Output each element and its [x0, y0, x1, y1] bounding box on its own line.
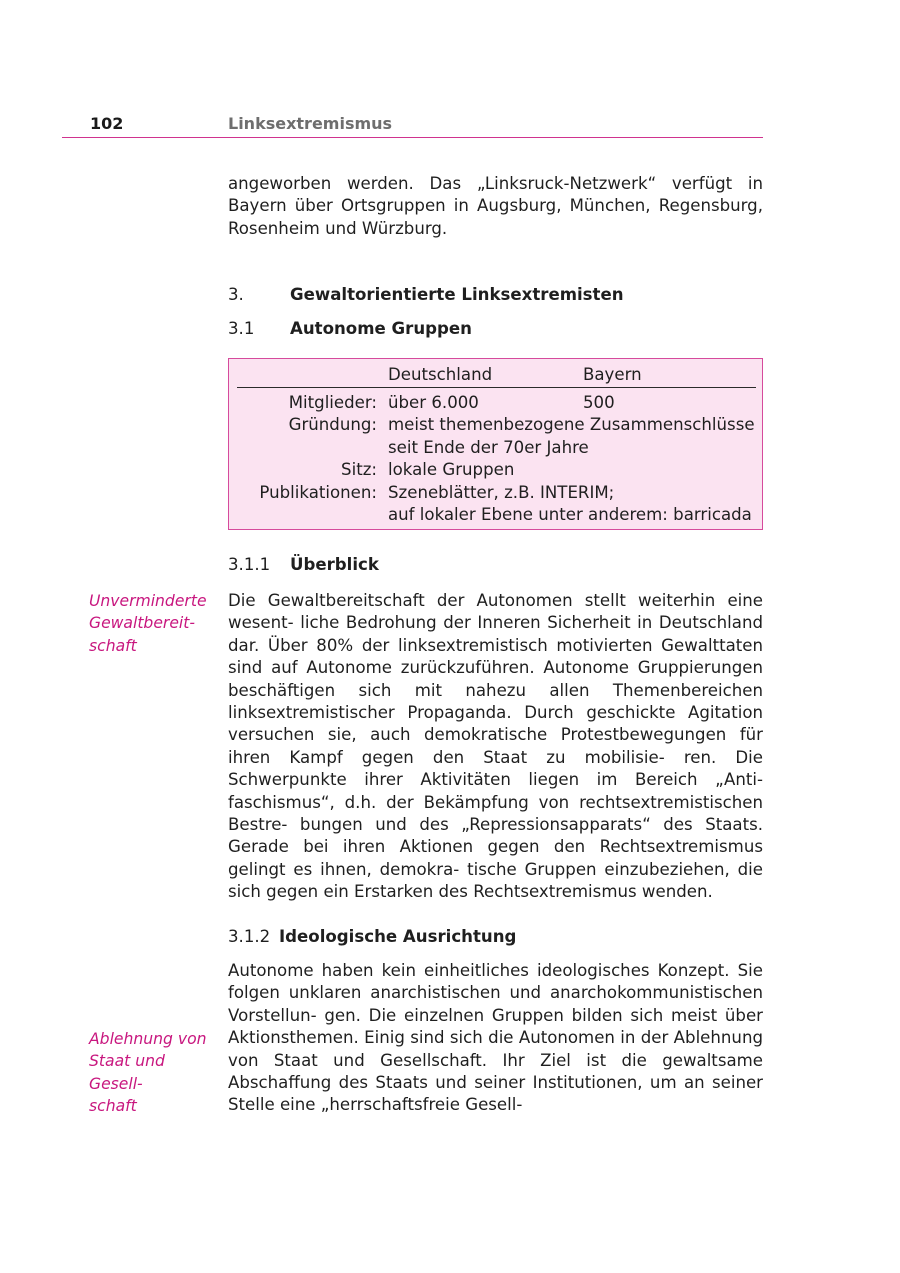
running-title: Linksextremismus — [228, 114, 393, 133]
margin-line: Gewaltbereit- — [89, 614, 196, 633]
row-label-founding: Gründung: — [288, 415, 377, 434]
margin-line: Staat und Gesell- — [89, 1052, 165, 1093]
section-title: Ideologische Ausrichtung — [279, 927, 517, 946]
section-title: Autonome Gruppen — [290, 319, 472, 338]
text-line: gen. Die einzelnen Gruppen bilden sich meist über Aktionsthemen. — [228, 1005, 763, 1048]
column-header-germany: Deutschland — [388, 365, 493, 384]
intro-paragraph — [228, 173, 763, 240]
overview-text — [228, 590, 763, 904]
section-number: 3.1.1 — [228, 555, 271, 574]
section-3-1-1-heading — [228, 555, 379, 574]
margin-line: schaft — [89, 1097, 137, 1116]
section-title: Gewaltorientierte Linksextremisten — [290, 285, 624, 304]
text-line: Durch geschickte Agitation versuchen sie, auch demokratische — [228, 703, 763, 745]
intro-text — [228, 173, 763, 240]
text-line: und Würzburg. — [325, 218, 448, 238]
members-bavaria: 500 — [583, 393, 615, 412]
text-line: Aktionen gegen den Rechtsextremismus gelingt es ihnen, demokra- — [228, 837, 764, 879]
section-number: 3.1 — [228, 319, 255, 338]
margin-note-violence — [89, 590, 219, 657]
text-line: Die Gewaltbereitschaft der Autonomen stellt weiterhin eine wesent- — [228, 591, 763, 633]
fact-box — [228, 358, 763, 530]
section-3-1-heading — [228, 319, 472, 338]
founding-line: seit Ende der 70er Jahre — [388, 438, 589, 457]
text-line: bungen und des „Repressionsapparats“ des Staats. Gerade bei ihren — [228, 815, 763, 857]
text-line: unklaren anarchistischen und anarchokommunistischen Vorstellun- — [228, 983, 763, 1025]
text-line: angeworben werden. Das „Linksruck-Netzwerk“ verfügt in Bayern — [228, 174, 763, 216]
margin-line: Unverminderte — [89, 592, 207, 610]
text-line: Einig sind sich die Autonomen in der Ablehnung von Staat und — [228, 1028, 763, 1070]
publications-line: auf lokaler Ebene unter anderem: barricada — [388, 505, 752, 524]
text-line: ren. Die Schwerpunkte ihrer Aktivitäten liegen im Bereich „Anti- — [228, 747, 763, 790]
text-line: Gesellschaft. Ihr Ziel ist die gewaltsame Abschaffung des Staats und — [228, 1050, 764, 1093]
margin-line: schaft — [89, 636, 137, 655]
margin-note-rejection — [89, 1028, 219, 1118]
row-label-publications: Publikationen: — [259, 483, 377, 502]
text-line: zurückzuführen. Autonome Gruppierungen beschäftigen sich mit — [228, 658, 763, 700]
overview-paragraph — [228, 590, 763, 904]
text-line: nahezu allen Themenbereichen linksextremistischer Propaganda. — [228, 680, 763, 723]
page-number: 102 — [90, 114, 124, 133]
ideology-paragraph — [228, 960, 763, 1117]
text-line: der linksextremistisch motivierten Gewalttaten sind auf Autonome — [228, 635, 763, 678]
seat-value: lokale Gruppen — [388, 460, 515, 479]
founding-line: meist themenbezogene Zusammenschlüsse — [388, 415, 755, 434]
text-line: über Ortsgruppen in Augsburg, München, Regensburg, Rosenheim — [228, 196, 763, 238]
text-line: faschismus“, d.h. der Bekämpfung von rechtsextremistischen Bestre- — [228, 792, 763, 835]
margin-line: Ablehnung von — [89, 1030, 207, 1048]
publications-line: Szeneblätter, z.B. INTERIM; — [388, 483, 615, 502]
row-label-seat: Sitz: — [341, 460, 377, 479]
header-rule — [62, 137, 763, 138]
text-line: tische Gruppen einzubeziehen, die sich gegen ein Erstarken des — [228, 859, 763, 902]
text-line: Protestbewegungen für ihren Kampf gegen den Staat zu mobilisie- — [228, 725, 763, 767]
table-rule — [237, 387, 756, 388]
text-line: liche Bedrohung der Inneren Sicherheit in Deutschland dar. Über 80% — [228, 613, 764, 655]
section-number: 3. — [228, 285, 244, 304]
text-line: seiner Institutionen, um an seiner Stelle eine „herrschaftsfreie Gesell- — [228, 1073, 763, 1115]
section-title: Überblick — [290, 555, 379, 574]
column-header-bavaria: Bayern — [583, 365, 642, 384]
members-germany: über 6.000 — [388, 393, 479, 412]
text-line: Rechtsextremismus wenden. — [473, 882, 713, 902]
section-3-heading — [228, 285, 624, 304]
ideology-text — [228, 960, 763, 1117]
text-line: Autonome haben kein einheitliches ideologisches Konzept. Sie folgen — [228, 961, 763, 1003]
section-number: 3.1.2 — [228, 927, 271, 946]
section-3-1-2-heading — [228, 927, 516, 946]
row-label-members: Mitglieder: — [288, 393, 377, 412]
